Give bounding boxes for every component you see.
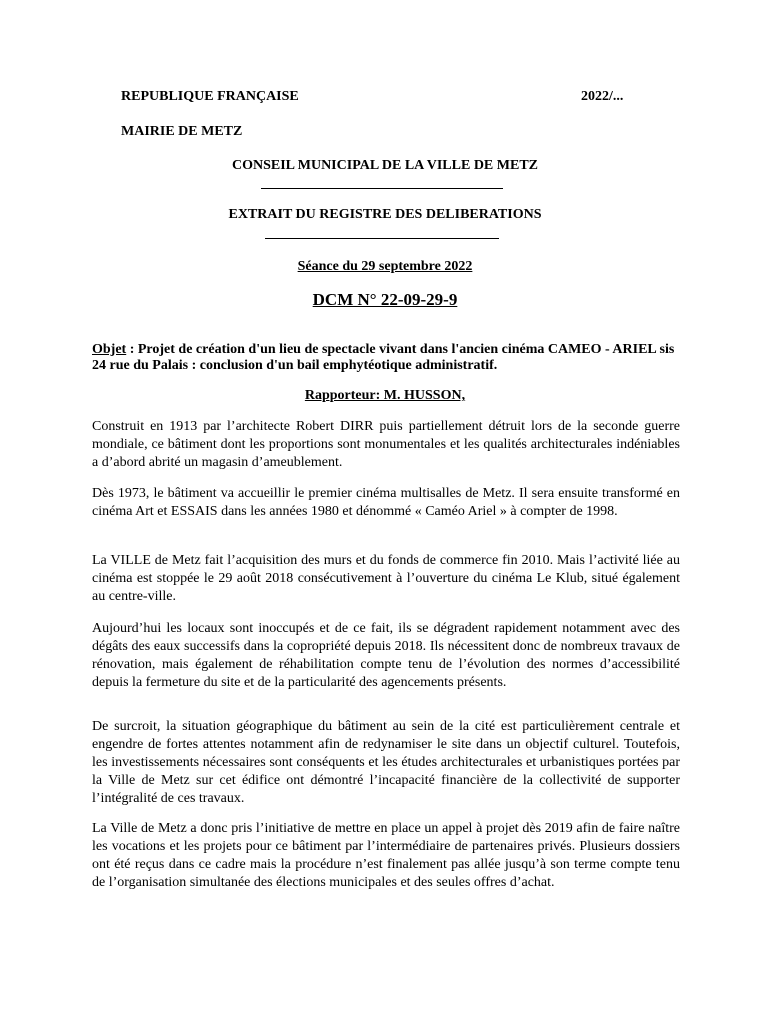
object-block [92,342,678,374]
council-rule [261,188,503,189]
dcm-line [0,290,770,310]
session-line [0,259,770,275]
paragraph: Construit en 1913 par l’architecte Robert DIRR puis partiellement détruit lors de la seconde guerre mondiale, ce bâtiment dont les proportions sont monumentales et les qualités architecturales indéniables a d’abord abrité un magasin d’ameublement. [92,419,680,470]
republic-heading: REPUBLIQUE FRANÇAISE [121,89,299,104]
council-heading: CONSEIL MUNICIPAL DE LA VILLE DE METZ [232,158,538,173]
object-label: Objet [92,342,127,357]
session-date: Séance du 29 septembre 2022 [297,259,473,274]
paragraph: Dès 1973, le bâtiment va accueillir le premier cinéma multisalles de Metz. Il sera ensuite transformé en cinéma Art et ESSAIS dans les années 1980 et dénommé « Caméo Ariel » à compter de 1998. [92,486,680,519]
rapporteur-line [0,388,770,404]
reference-number: 2022/... [581,89,624,104]
paragraph: Aujourd’hui les locaux sont inoccupés et de ce fait, ils se dégradent rapidement notamment avec des dégâts des eaux successifs dans la copropriété depuis 2018. Ils nécessitent donc de nombreux travaux de rénovation, mais également de réhabilitation compte tenu de l’évolution des normes d’accessibilité depuis la fermeture du site et de la particularité des agencements présents. [92,621,680,690]
paragraph: La Ville de Metz a donc pris l’initiative de mettre en place un appel à projet dès 2019 afin de faire naître les vocations et les projets pour ce bâtiment par l’intermédiaire de partenaires privés. Plusieurs dossiers ont été reçus dans ce cadre mais la procédure n’est finalement pas allée jusqu’à son terme compte tenu de l’organisation simultanée des élections municipales et des seules offres d’achat. [92,821,680,890]
extract-heading: EXTRAIT DU REGISTRE DES DELIBERATIONS [228,207,542,222]
extract-rule [265,238,499,239]
dcm-number: DCM N° 22-09-29-9 [312,290,458,309]
paragraph: La VILLE de Metz fait l’acquisition des murs et du fonds de commerce fin 2010. Mais l’activité liée au cinéma est stoppée le 29 août 2018 consécutivement à l’ouverture du cinéma Le Klub, situé également au centre-ville. [92,553,680,604]
object-text: : Projet de création d'un lieu de spectacle vivant dans l'ancien cinéma CAMEO - ARIEL sis 24 rue du Palais : conclusion d'un bail emphytéotique administratif. [92,342,675,373]
rapporteur: Rapporteur: M. HUSSON, [304,388,466,403]
mairie-heading: MAIRIE DE METZ [121,124,243,139]
paragraph: De surcroit, la situation géographique du bâtiment au sein de la cité est particulièrement centrale et engendre de fortes attentes notamment afin de redynamiser le site dans un objectif culturel. Toutefois, les investissements nécessaires sont conséquents et les études architecturales et urbanistiques portées par la Ville de Metz sur cet édifice ont démontré l’incapacité financière de la collectivité de supporter l’intégralité de ces travaux. [92,719,680,806]
